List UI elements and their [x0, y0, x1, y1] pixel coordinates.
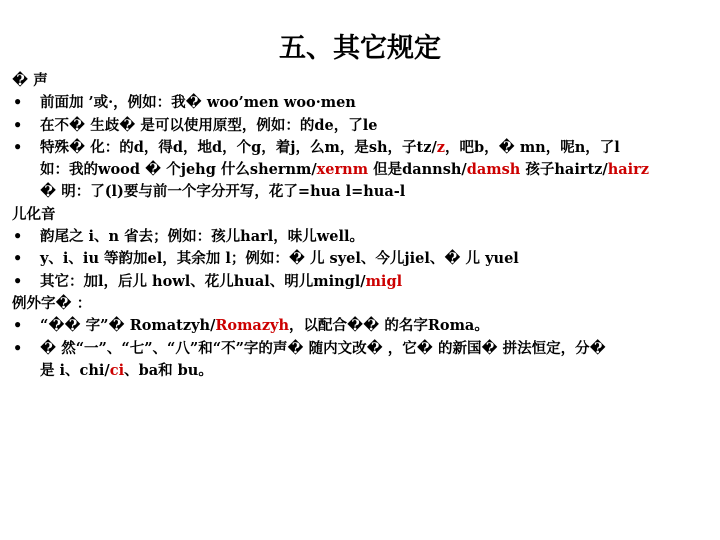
line-text: � 声 [12, 72, 48, 89]
line-text: “�� 字”� Romatzyh/ [40, 317, 216, 335]
line-text: ，吧b，� mn，呢n，了l [445, 138, 620, 156]
bullet-marker: • [13, 228, 23, 246]
page-title: 五、其它规定 [279, 33, 441, 64]
line-text: 例外字� ： [12, 294, 92, 312]
highlighted-text: migl [365, 272, 403, 290]
line-text: 其它：加l，后儿 howl、花儿hual、明儿mingl/ [40, 272, 366, 290]
line-text: 但是dannsh/ [368, 161, 467, 179]
bullet-item [12, 315, 712, 337]
bullet-item [12, 92, 712, 114]
highlighted-text: ci [109, 361, 125, 379]
bullet-item [12, 137, 712, 159]
line-text: 韵尾之 i、n 省去；例如：孩儿harl，味儿well。 [40, 228, 364, 246]
highlighted-text: hairz [607, 161, 650, 179]
bullet-marker: • [13, 250, 23, 268]
highlighted-text: Romazyh [215, 317, 290, 335]
line-text: y、i、iu 等韵加el，其余加 l；例如：� 儿 syel、今儿jiel、� 儿 yuel [40, 250, 519, 268]
highlighted-text: damsh [466, 161, 521, 179]
line-text: 在不� 生歧� 是可以使用原型，例如：的de，了le [40, 116, 378, 134]
line-text: 特殊� 化：的d，得d，地d，个g，着j，么m，是sh，子tz/ [40, 138, 437, 156]
bullet-item [12, 115, 712, 137]
line-text: 孩子hairtz/ [520, 161, 608, 179]
bullet-item [12, 338, 712, 360]
bullet-continuation [12, 181, 712, 203]
section-heading [12, 293, 712, 315]
line-text: � 明：了(l)要与前一个字分开写，花了=hua l=hua-l [40, 183, 406, 201]
bullet-continuation [12, 159, 712, 181]
bullet-item [12, 271, 712, 293]
line-text: � 然“一”、“七”、“八”和“不”字的声� 随内文改� ，它� 的新国� 拼法恒定，分� [40, 339, 606, 357]
bullet-marker: • [13, 138, 23, 156]
line-text: 前面加 ’或·，例如：我� woo’men woo·men [40, 94, 356, 112]
bullet-marker: • [13, 94, 23, 112]
bullet-item [12, 226, 712, 248]
line-text: ，以配合�� 的名字Roma。 [289, 317, 489, 335]
line-text: 、ba和 bu。 [124, 361, 213, 379]
bullet-marker: • [13, 116, 23, 134]
section-heading [12, 204, 712, 226]
line-text: 是 i、chi/ [40, 361, 110, 379]
bullet-marker: • [13, 317, 23, 335]
line-text: 如：我的wood � 个jehg 什么shernm/ [40, 161, 317, 179]
bullet-item [12, 248, 712, 270]
bullet-marker: • [13, 339, 23, 357]
highlighted-text: xernm [316, 161, 369, 179]
section-heading [12, 70, 712, 92]
bullet-marker: • [13, 272, 23, 290]
line-text: 儿化音 [12, 205, 56, 223]
highlighted-text: z [436, 138, 446, 156]
slide-body [12, 70, 712, 382]
bullet-continuation [12, 360, 712, 382]
